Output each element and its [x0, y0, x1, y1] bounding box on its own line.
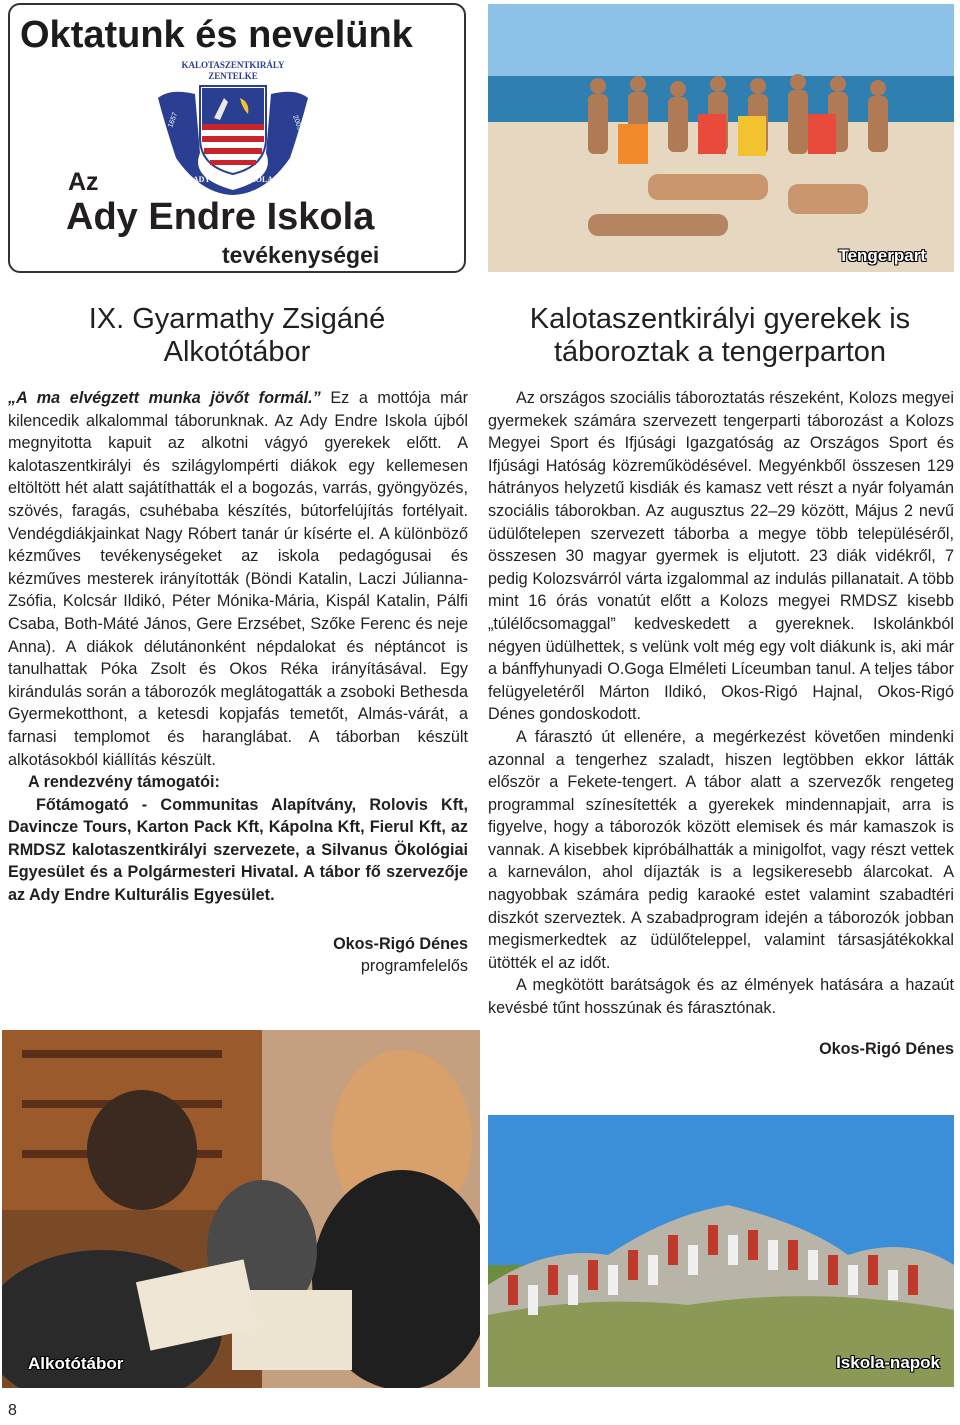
page-number: 8 — [8, 1402, 17, 1419]
camp-motto: „A ma elvégzett munka jövőt formál.” — [8, 389, 321, 407]
beach-heading-line1: Kalotaszentkirályi gyerekek is — [529, 303, 911, 335]
title-suffix: tevékenységei — [222, 242, 380, 268]
sponsors-text: Főtámogató - Communitas Alapítvány, Rolovis Kft, Davincze Tours, Karton Pack Kft, Kápolna Kft, Fierul Kft, az RMDSZ kalotaszentkirályi szervezete, a Silvanus Ökológiai Egyesület és a Polgármesteri Hivatal. A tábor fő szervezője az Ady Endre Kulturális Egyesület. — [8, 795, 468, 905]
camp-signature-name: Okos-Rigó Dénes — [333, 935, 468, 953]
beach-paragraph-3: A megkötött barátságok és az élmények hatására a hazaút kevésbé tűnt hosszúnak és fárasztónak. — [488, 976, 954, 1018]
hike-photo — [488, 1115, 954, 1387]
title-prefix: Az — [68, 168, 99, 196]
camp-article-body — [8, 387, 468, 907]
beach-photo-image — [488, 4, 954, 272]
camp-signature-role: programfelelős — [360, 957, 468, 975]
emblem-text-top2: ZENTELKE — [208, 71, 258, 81]
beach-heading-line2: táboroztak a tengerparton — [553, 336, 887, 368]
emblem-ribbon-text: ADY ENDRE ISKOLA — [192, 175, 274, 184]
beach-signature: Okos-Rigó Dénes — [819, 1040, 954, 1058]
emblem-text-top: KALOTASZENTKIRÁLY — [181, 60, 285, 70]
emblem-year-left: 1657 — [167, 111, 180, 129]
section-title: Oktatunk és nevelünk — [20, 14, 413, 56]
camp-photo-image — [2, 1030, 480, 1388]
camp-photo-caption: Alkotótábor — [28, 1354, 124, 1373]
beach-paragraph-1: Az országos szociális táboroztatás részeként, Kolozs megyei gyermekek számára szervezett tengerparti táborozást a Kolozs Megyei Sport és Ifjúsági Igazgatóság az Országos Sport és Ifjúsági Hatóság közreműködésével. Megyénkből összesen 129 hátrányos helyzetű kisdiák és kamasz vett részt a nyár folyamán szociális táborokban. Az augusztus 22–29 között, Május 2 nevű üdülőtelepen szervezett táborba a megye több településéről, összesen 30 magyar gyermek is eljutott. 23 diák vidékről, 7 pedig Kolozsvárról várta izgalommal az indulás pillanatait. A több mint 16 órás vonatút előtt a Kolozs megyei RMDSZ kisebb „túlélőcsomaggal” kedveskedett a gyereknek. Iskolánkból négyen üdülhettek, s velünk volt még egy volt diákunk is, aki már a bánffyhunyadi O.Goga Elméleti Líceumban tanul. A teljes tábor felügyeletéről Márton Ildikó, Okos-Rigó Hajnal, Okos-Rigó Dénes gondoskodott. — [488, 389, 954, 724]
emblem-year-right: 2003 — [291, 114, 304, 132]
beach-photo-caption: Tengerpart — [838, 246, 926, 265]
camp-photo — [2, 1030, 480, 1388]
camp-paragraph-1 — [8, 387, 468, 771]
beach-article-heading — [488, 303, 952, 369]
hike-photo-image — [488, 1115, 954, 1387]
title-school: Ady Endre Iskola — [66, 196, 375, 238]
school-emblem — [150, 58, 316, 196]
beach-paragraph-2: A fárasztó út ellenére, a megérkezést követően mindenki azonnal a tengerhez szaladt, hiszen legtöbben ekkor látták először a Fekete-tengert. A tábor alatt a szervezők rengeteg programmal színesítették a gyerekek mindennapjait, arra is figyelve, hogy a táborozók között elemisek és már kamaszok is vannak. A kisebbek kipróbálhatták a minigolfot, vagy részt vettek a karneválon, ahol díjazták is a legsikeresebb álarcokat. A nagyobbak számára pedig karaoké estet valamint szabadtéri diszkót szerveztek. A szabadprogram idején a táborozók jobban megismerkedtek az üdülőteleppel, valamint társasjátékokkal ütötték el az időt. — [488, 727, 954, 972]
camp-heading-line1: IX. Gyarmathy Zsigáné — [88, 303, 386, 335]
beach-article-body — [488, 387, 954, 1020]
sponsors-heading: A rendezvény támogatói: — [28, 773, 220, 792]
beach-photo — [488, 4, 954, 272]
hike-photo-caption: Iskola-napok — [836, 1353, 940, 1372]
camp-article-heading — [8, 303, 466, 369]
camp-heading-line2: Alkotótábor — [163, 336, 311, 368]
emblem-graphic — [150, 58, 316, 196]
camp-paragraph-text: Ez a mottója már kilencedik alkalommal táborunknak. Az Ady Endre Iskola újból megnyitotta kapuit az alkotni vágyó gyerekek előtt. A kalotaszentkirályi és szilágylompérti diákok egy kellemesen eltöltött hét alatt sajátíthatták el a bogozás, varrás, gyöngyözés, szövés, faragás, csuhébaba készítés, bútorfelújítás fortélyait. Vendégdiákjainkat Nagy Róbert tanár úr kísérte el. A különböző kézműves tevékenységeket az iskola pedagógusai és kézműves mesterek irányították (Böndi Katalin, Laczi Júlianna-Zsófia, Kolcsár Ildikó, Péter Mónika-Mária, Kispál Katalin, Pálfi Csaba, Both-Máté János, Gere Erzsébet, Szőke Ferenc és neje Anna). A diákok délutánonként népdalokat és néptáncot is tanulhattak Póka Zsolt és Okos Réka irányításával. Egy kirándulás során a táborozók meglátogatták a zsoboki Bethesda Gyermekotthont, a ketesdi kopjafás temetőt, Almás-várát, a farnasi templomot és haranglábat. A táborban készült alkotásokból kiállítás készült. — [8, 389, 468, 769]
camp-signature — [8, 933, 468, 977]
